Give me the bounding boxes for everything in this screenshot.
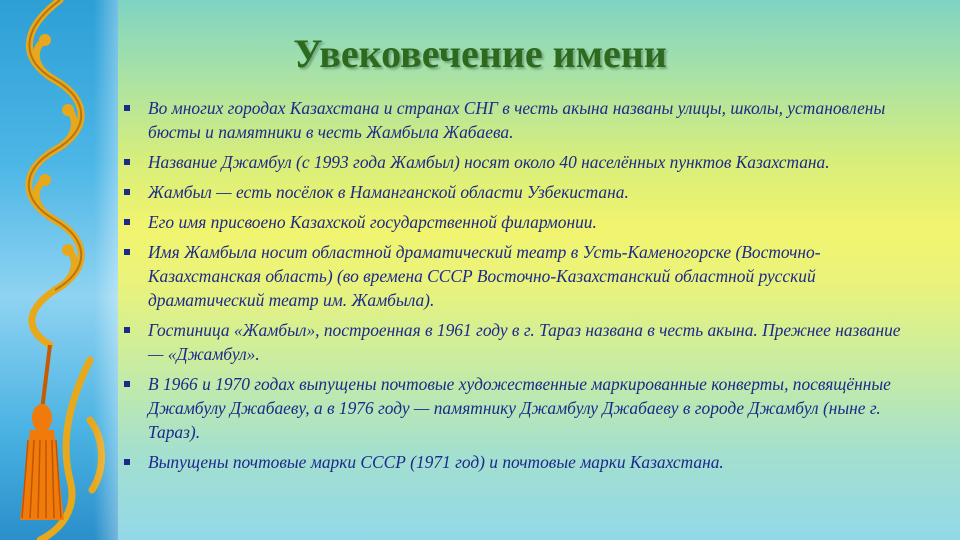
bullet-marker-icon	[124, 459, 130, 465]
list-item-text: Гостиница «Жамбыл», построенная в 1961 году в г. Тараз названа в честь акына. Прежнее название — «Джамбул».	[148, 320, 901, 364]
bullet-marker-icon	[124, 189, 130, 195]
list-item	[120, 450, 910, 474]
bullet-marker-icon	[124, 249, 130, 255]
list-item-text: Жамбыл — есть посёлок в Наманганской области Узбекистана.	[148, 182, 629, 202]
bullet-marker-icon	[124, 327, 130, 333]
kazakh-ornament-icon	[0, 0, 118, 540]
list-item-text: Имя Жамбыла носит областной драматический театр в Усть-Каменогорске (Восточно-Казахстанская область) (во времена СССР Восточно-Казахстанский областной русский драматический театр им. Жамбыла).	[148, 242, 821, 310]
tassel-icon	[20, 345, 64, 520]
bullet-marker-icon	[124, 159, 130, 165]
list-item	[120, 210, 910, 234]
bullet-marker-icon	[124, 105, 130, 111]
bullet-marker-icon	[124, 219, 130, 225]
list-item	[120, 372, 910, 444]
list-item-text: Во многих городах Казахстана и странах СНГ в честь акына названы улицы, школы, установлены бюсты и памятники в честь Жамбыла Жабаева.	[148, 98, 886, 142]
side-ornament-panel	[0, 0, 118, 540]
list-item-text: В 1966 и 1970 годах выпущены почтовые художественные маркированные конверты, посвящённые Джамбулу Джабаеву, а в 1976 году — памятнику Джамбулу Джабаеву в городе Джамбул (ныне г. Тараз).	[148, 374, 891, 442]
list-item	[120, 240, 910, 312]
list-item-text: Название Джамбул (с 1993 года Жамбыл) носят около 40 населённых пунктов Казахстана.	[148, 152, 830, 172]
slide-title: Увековечение имени	[293, 31, 667, 76]
list-item-text: Его имя присвоено Казахской государственной филармонии.	[148, 212, 597, 232]
list-item	[120, 96, 910, 144]
list-item	[120, 150, 910, 174]
bullet-list	[120, 96, 910, 480]
list-item	[120, 180, 910, 204]
list-item-text: Выпущены почтовые марки СССР (1971 год) и почтовые марки Казахстана.	[148, 452, 724, 472]
bullet-marker-icon	[124, 381, 130, 387]
list-item	[120, 318, 910, 366]
